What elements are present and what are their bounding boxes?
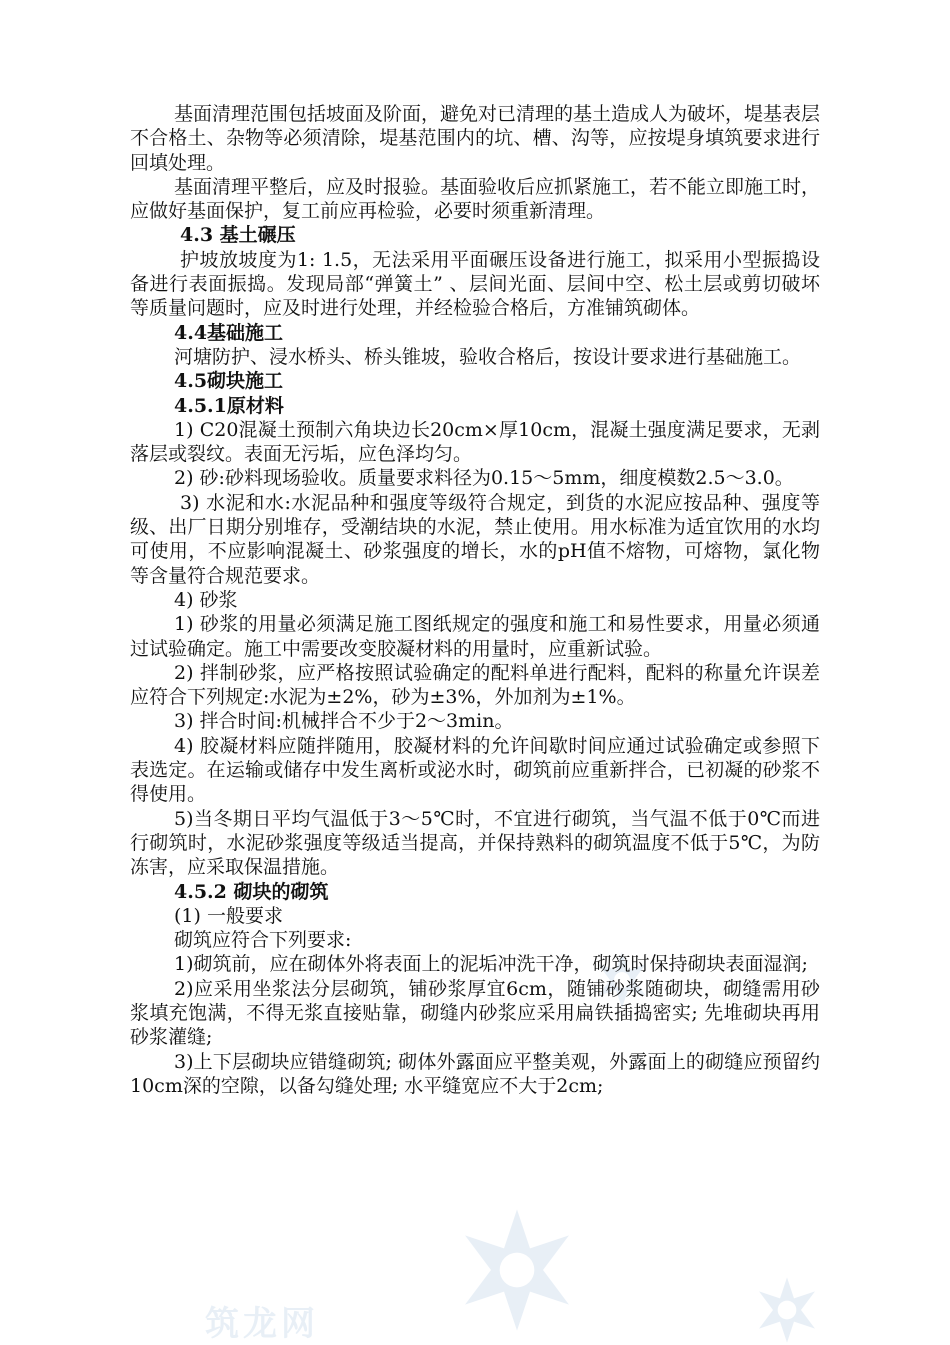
body-paragraph: 河塘防护、浸水桥头、桥头锥坡，验收合格后，按设计要求进行基础施工。 <box>174 345 802 368</box>
body-paragraph: 5)当冬期日平均气温低于3～5℃时，不宜进行砌筑，当气温不低于0℃而进行砌筑时，水泥砂浆强度等级适当提高，并保持熟料的砌筑温度不低于5℃，为防冻害，应采取保温措施。 <box>130 807 820 879</box>
body-paragraph: 砌筑应符合下列要求: <box>174 929 352 952</box>
body-paragraph: 基面清理范围包括坡面及阶面，避免对已清理的基土造成人为破坏，堤基表层不合格土、杂物等必须清除，堤基范围内的坑、槽、沟等，应按堤身填筑要求进行回填处理。 <box>130 103 821 174</box>
watermark-text: 筑龙网 <box>205 1304 319 1344</box>
section-heading: 4.5砌块施工 <box>174 370 284 393</box>
body-paragraph: 基面清理平整后，应及时报验。基面验收后应抓紧施工，若不能立即施工时，应做好基面保护，复工前应再检验，必要时须重新清理。 <box>130 175 821 223</box>
document-body <box>130 102 820 1098</box>
section-heading: 4.3 基土碾压 <box>180 224 296 247</box>
body-paragraph: 2)应采用坐浆法分层砌筑，铺砂浆厚宜6cm，随铺砂浆随砌块，砌缝需用砂浆填充饱满，不得无浆直接贴靠，砌缝内砂浆应采用扁铁插捣密实; 先堆砌块再用砂浆灌缝; <box>130 977 820 1049</box>
watermark-logo-icon <box>452 1205 582 1335</box>
body-paragraph: 3) 水泥和水:水泥品种和强度等级符合规定，到货的水泥应按品种、强度等级、出厂日期分别堆存，受潮结块的水泥，禁止使用。用水标准为适宜饮用的水均可使用，不应影响混凝土、砂浆强度的增长，水的pH值不熔物，可熔物，氯化物等含量符合规范要求。 <box>130 491 820 587</box>
section-heading: 4.4基础施工 <box>174 321 284 344</box>
section-heading: 4.5.2 砌块的砌筑 <box>174 880 329 903</box>
body-paragraph: 2) 拌制砂浆，应严格按照试验确定的配料单进行配料，配料的称量允许误差应符合下列规定:水泥为±2%，砂为±3%，外加剂为±1%。 <box>130 661 820 709</box>
body-paragraph: 1) 砂浆的用量必须满足施工图纸规定的强度和施工和易性要求，用量必须通过试验确定。施工中需要改变胶凝材料的用量时，应重新试验。 <box>130 613 820 660</box>
section-heading: 4.5.1原材料 <box>174 394 284 417</box>
watermark-logo-icon <box>752 1275 822 1345</box>
body-paragraph: 2) 砂:砂料现场验收。质量要求料径为0.15～5mm，细度模数2.5～3.0。 <box>174 467 794 490</box>
body-paragraph: 3)上下层砌块应错缝砌筑; 砌体外露面应平整美观，外露面上的砌缝应预留约10cm深的空隙，以备勾缝处理; 水平缝宽应不大于2cm; <box>130 1050 820 1097</box>
body-paragraph: 1) C20混凝土预制六角块边长20cm×厚10cm，混凝土强度满足要求，无剥落层或裂纹。表面无污垢，应色泽均匀。 <box>130 418 820 466</box>
body-paragraph: 1)砌筑前，应在砌体外将表面上的泥垢冲洗干净，砌筑时保持砌块表面湿润; <box>174 953 808 976</box>
body-paragraph: (1) 一般要求 <box>174 904 283 927</box>
body-paragraph: 4) 胶凝材料应随拌随用，胶凝材料的允许间歇时间应通过试验确定或参照下表选定。在运输或储存中发生离析或泌水时，砌筑前应重新拌合，已初凝的砂浆不得使用。 <box>130 734 820 806</box>
body-paragraph: 4) 砂浆 <box>174 588 238 611</box>
body-paragraph: 护坡放坡度为1: 1.5，无法采用平面碾压设备进行施工，拟采用小型振捣设备进行表面振捣。发现局部“弹簧土” 、层间光面、层间中空、松土层或剪切破坏等质量问题时，应及时进行处理，并经检验合格后，方准铺筑砌体。 <box>130 248 820 320</box>
body-paragraph: 3) 拌合时间:机械拌合不少于2～3min。 <box>174 710 514 733</box>
